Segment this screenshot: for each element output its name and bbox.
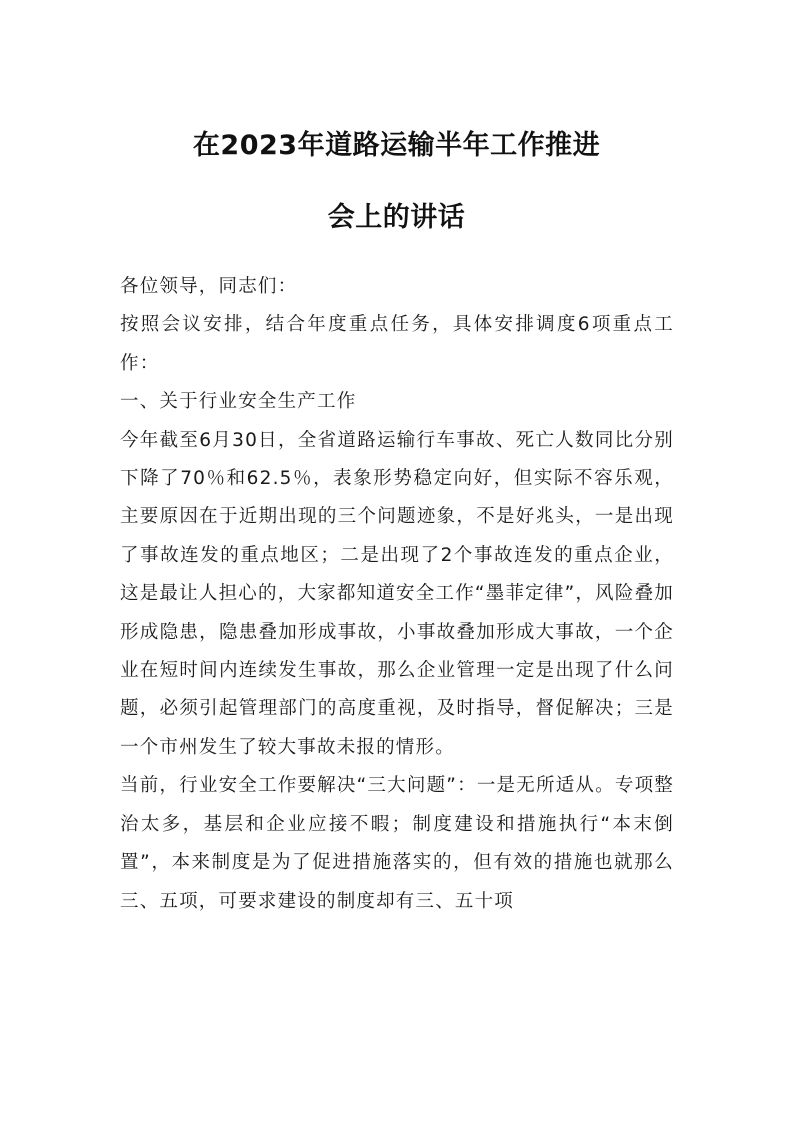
body-paragraph: 今年截至6月30日，全省道路运输行车事故、死亡人数同比分别下降了70％和62.5％，表象形势稳定向好，但实际不容乐观，主要原因在于近期出现的三个问题迹象，不是好兆头，一是出现了事故连发的重点地区；二是出现了2个事故连发的重点企业，这是最让人担心的，大家都知道安全工作“墨菲定律”，风险叠加形成隐患，隐患叠加形成事故，小事故叠加形成大事故，一个企业在短时间内连续发生事故，那么企业管理一定是出现了什么问题，必须引起管理部门的高度重视，及时指导，督促解决；三是一个市州发生了较大事故未报的情形。 xyxy=(120,429,674,758)
document-title-line-2: 会上的讲话 xyxy=(327,202,466,233)
body-paragraph: 当前，行业安全工作要解决“三大问题”：一是无所适从。专项整治太多，基层和企业应接不暇；制度建设和措施执行“本末倒置”，本来制度是为了促进措施落实的，但有效的措施也就那么三、五项，可要求建设的制度却有三、五十项 xyxy=(120,775,674,912)
document-title-line-1: 在2023年道路运输半年工作推进 xyxy=(192,130,601,161)
document-body xyxy=(120,268,674,921)
salutation: 各位领导，同志们： xyxy=(120,276,298,297)
intro-paragraph: 按照会议安排，结合年度重点任务，具体安排调度6项重点工作： xyxy=(120,314,674,374)
section-heading-1: 一、关于行业安全生产工作 xyxy=(120,391,357,413)
